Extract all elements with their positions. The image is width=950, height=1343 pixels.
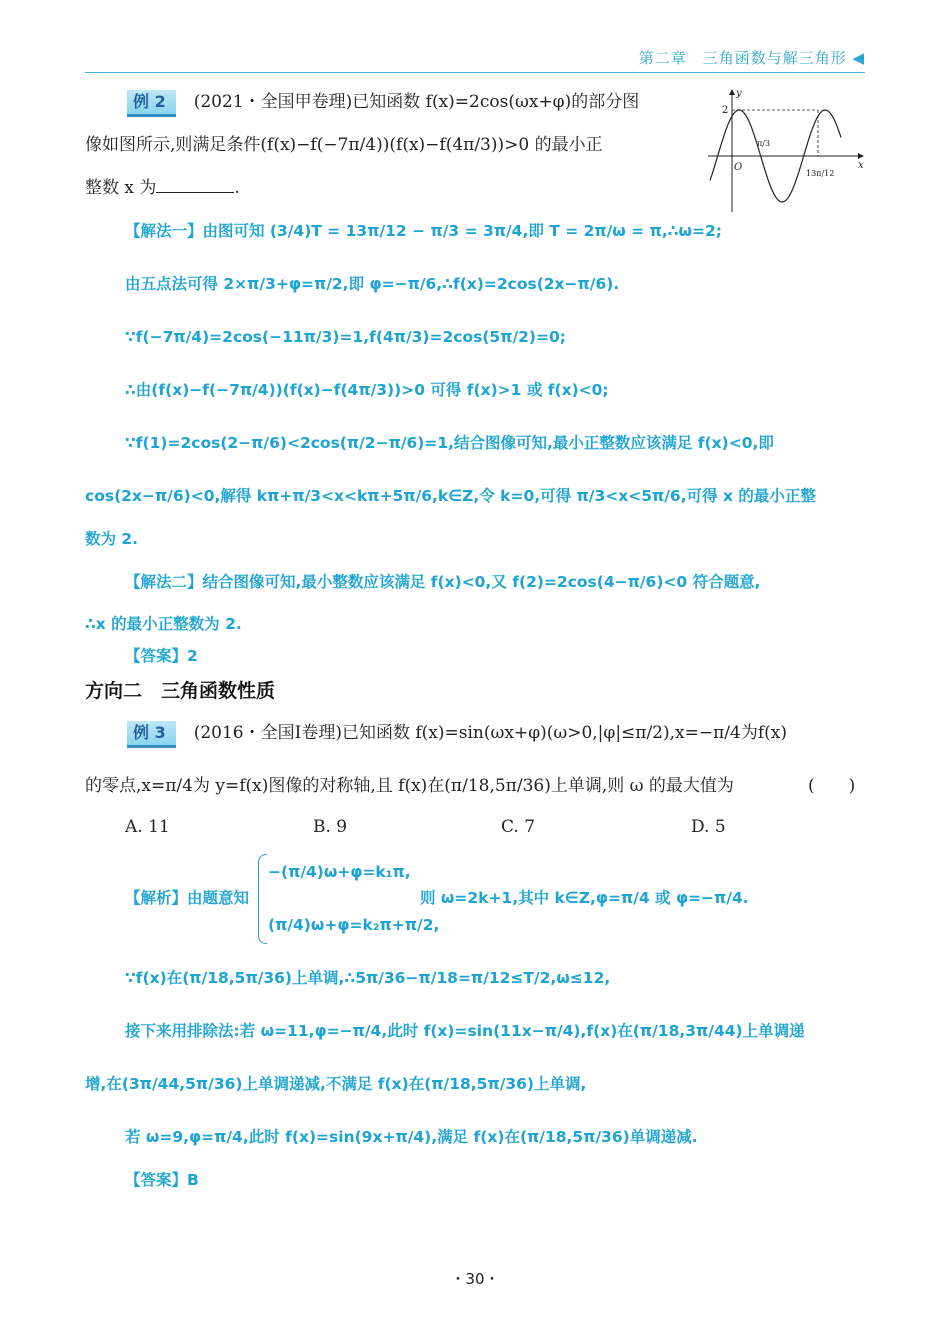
example2-line2: 像如图所示,则满足条件(f(x)−f(−7π/4))(f(x)−f(4π/3))>0 的最小正	[85, 135, 603, 155]
s2: ∵f(x)在(π/18,5π/36)上单调,∴5π/36−π/18=π/12≤T/2,ω≤12,	[125, 969, 611, 987]
answer3: 【答案】B	[125, 1171, 199, 1189]
option-a: A. 11	[125, 817, 170, 837]
system-eq1: −(π/4)ω+φ=k₁π,	[268, 863, 411, 881]
example2-stem3: 整数 x 为	[85, 178, 157, 198]
example3-line2: 的零点,x=π/4为 y=f(x)图像的对称轴,且 f(x)在(π/18,5π/36)上单调,则 ω 的最大值为	[85, 776, 734, 796]
sol2: 由五点法可得 2×π/3+φ=π/2,即 φ=−π/6,∴f(x)=2cos(2x−π/6).	[125, 275, 620, 293]
y-axis-arrow-icon	[729, 89, 735, 95]
y-tick-label: 2	[722, 105, 729, 116]
sol9: ∴x 的最小正整数为 2.	[85, 615, 242, 633]
system-brace	[258, 854, 267, 944]
sol1: 【解法一】由图可知 (3/4)T = 13π/12 − π/3 = 3π/4,即 T = 2π/ω = π,∴ω=2;	[125, 222, 722, 240]
system-result: 则 ω=2k+1,其中 k∈Z,φ=π/4 或 φ=−π/4.	[420, 889, 749, 907]
page-header	[85, 42, 865, 73]
sol3: ∵f(−7π/4)=2cos(−11π/3)=1,f(4π/3)=2cos(5π/2)=0;	[125, 328, 566, 346]
x-axis-arrow-icon	[858, 153, 864, 159]
origin-label: O	[734, 162, 743, 173]
choice-paren: ( )	[808, 776, 856, 796]
example3-tag: 例 3	[127, 721, 176, 748]
s4: 增,在(3π/44,5π/36)上单调递减,不满足 f(x)在(π/18,5π/36)上单调,	[85, 1075, 587, 1093]
cosine-graph	[706, 86, 866, 216]
chapter-title: 第二章 三角函数与解三角形 ◀	[638, 49, 865, 67]
example2-stem1: (2021・全国甲卷理)已知函数 f(x)=2cos(ωx+φ)的部分图	[193, 92, 640, 112]
sol8: 【解法二】结合图像可知,最小整数应该满足 f(x)<0,又 f(2)=2cos(4−π/6)<0 符合题意,	[125, 573, 761, 591]
sol4: ∴由(f(x)−f(−7π/4))(f(x)−f(4π/3))>0 可得 f(x)>1 或 f(x)<0;	[125, 381, 609, 399]
sol5: ∵f(1)=2cos(2−π/6)<2cos(π/2−π/6)=1,结合图像可知,最小正整数应该满足 f(x)<0,即	[125, 434, 774, 452]
answer-blank	[156, 176, 234, 193]
option-d: D. 5	[691, 817, 726, 837]
section-title: 方向二 三角函数性质	[85, 680, 276, 702]
page-number: ・30・	[450, 1270, 500, 1288]
y-axis-label: y	[736, 88, 742, 99]
answer2: 【答案】2	[125, 647, 198, 665]
analysis-label: 【解析】由题意知	[125, 889, 250, 907]
example2-line3	[85, 176, 240, 200]
s3: 接下来用排除法:若 ω=11,φ=−π/4,此时 f(x)=sin(11x−π/4),f(x)在(π/18,3π/44)上单调递	[125, 1022, 805, 1040]
tick-13pi-over-12: 13π/12	[806, 169, 835, 178]
example2-period: .	[234, 178, 240, 198]
example3-stem1: (2016・全国Ⅰ卷理)已知函数 f(x)=sin(ωx+φ)(ω>0,|φ|≤π/2),x=−π/4为f(x)	[193, 723, 787, 743]
x-axis-label: x	[858, 160, 864, 171]
system-eq2: (π/4)ω+φ=k₂π+π/2,	[268, 916, 440, 934]
tick-pi-over-3: π/3	[757, 139, 771, 148]
s5: 若 ω=9,φ=π/4,此时 f(x)=sin(9x+π/4),满足 f(x)在(π/18,5π/36)单调递减.	[125, 1128, 698, 1146]
example2-line1	[127, 90, 639, 117]
option-b: B. 9	[313, 817, 348, 837]
option-c: C. 7	[501, 817, 536, 837]
sol6: cos(2x−π/6)<0,解得 kπ+π/3<x<kπ+5π/6,k∈Z,令 k=0,可得 π/3<x<5π/6,可得 x 的最小正整	[85, 487, 816, 505]
sol7: 数为 2.	[85, 530, 139, 548]
example3-line1	[127, 721, 787, 748]
example2-tag: 例 2	[127, 90, 176, 117]
